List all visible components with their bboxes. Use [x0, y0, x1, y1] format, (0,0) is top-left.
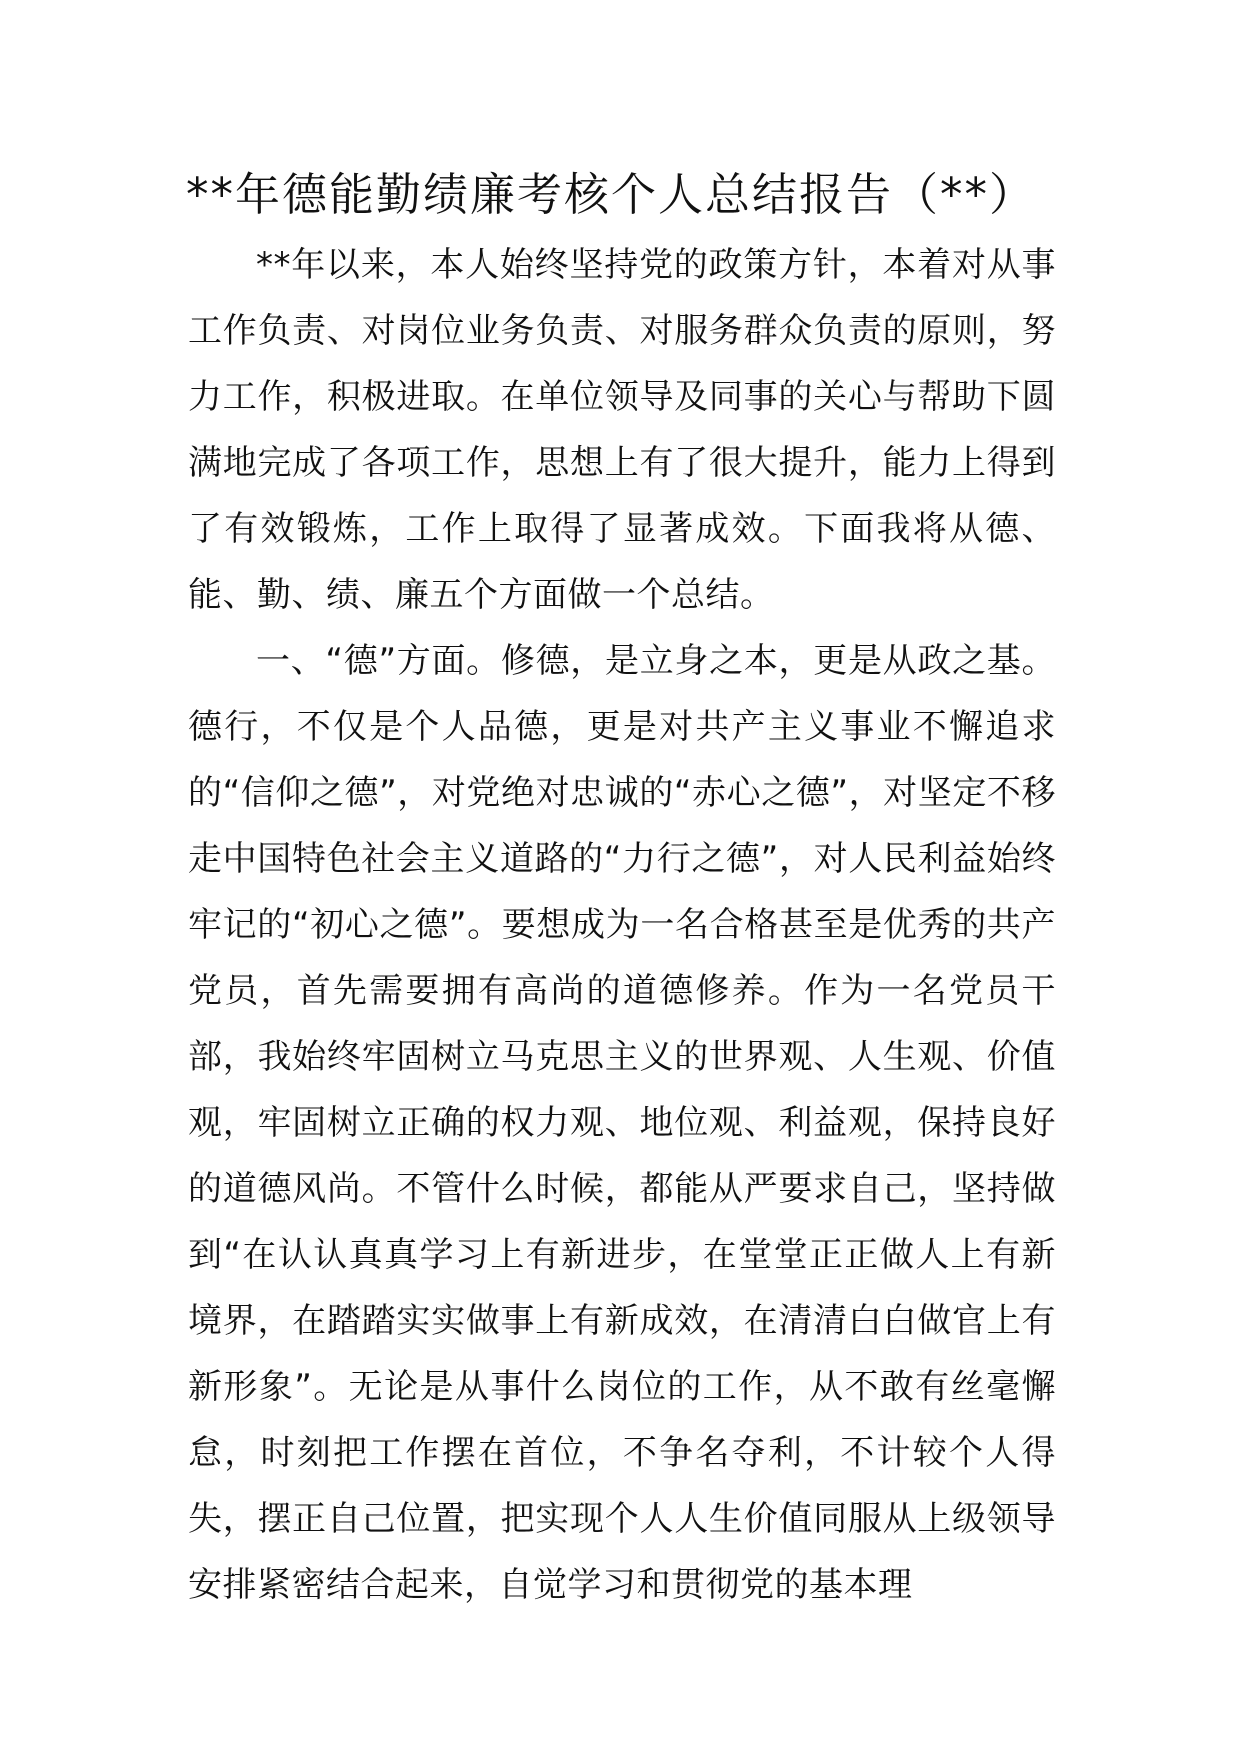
document-title: **年德能勤绩廉考核个人总结报告（**） — [186, 168, 1037, 221]
document-body — [188, 232, 1056, 1618]
paragraph-intro: **年以来，本人始终坚持党的政策方针，本着对从事工作负责、对岗位业务负责、对服务群众负责的原则，努力工作，积极进取。在单位领导及同事的关心与帮助下圆满地完成了各项工作，思想上有了很大提升，能力上得到了有效锻炼，工作上取得了显著成效。下面我将从德、能、勤、绩、廉五个方面做一个总结。 — [188, 245, 1056, 615]
paragraph-virtue: 一、“德”方面。修德，是立身之本，更是从政之基。德行，不仅是个人品德，更是对共产主义事业不懈追求的“信仰之德”，对党绝对忠诚的“赤心之德”，对坚定不移走中国特色社会主义道路的“力行之德”，对人民利益始终牢记的“初心之德”。要想成为一名合格甚至是优秀的共产党员，首先需要拥有高尚的道德修养。作为一名党员干部，我始终牢固树立马克思主义的世界观、人生观、价值观，牢固树立正确的权力观、地位观、利益观，保持良好的道德风尚。不管什么时候，都能从严要求自己，坚持做到“在认认真真学习上有新进步，在堂堂正正做人上有新境界，在踏踏实实做事上有新成效，在清清白白做官上有新形象”。无论是从事什么岗位的工作，从不敢有丝毫懈怠，时刻把工作摆在首位，不争名夺利，不计较个人得失，摆正自己位置，把实现个人人生价值同服从上级领导安排紧密结合起来，自觉学习和贯彻党的基本理 — [188, 641, 1056, 1605]
